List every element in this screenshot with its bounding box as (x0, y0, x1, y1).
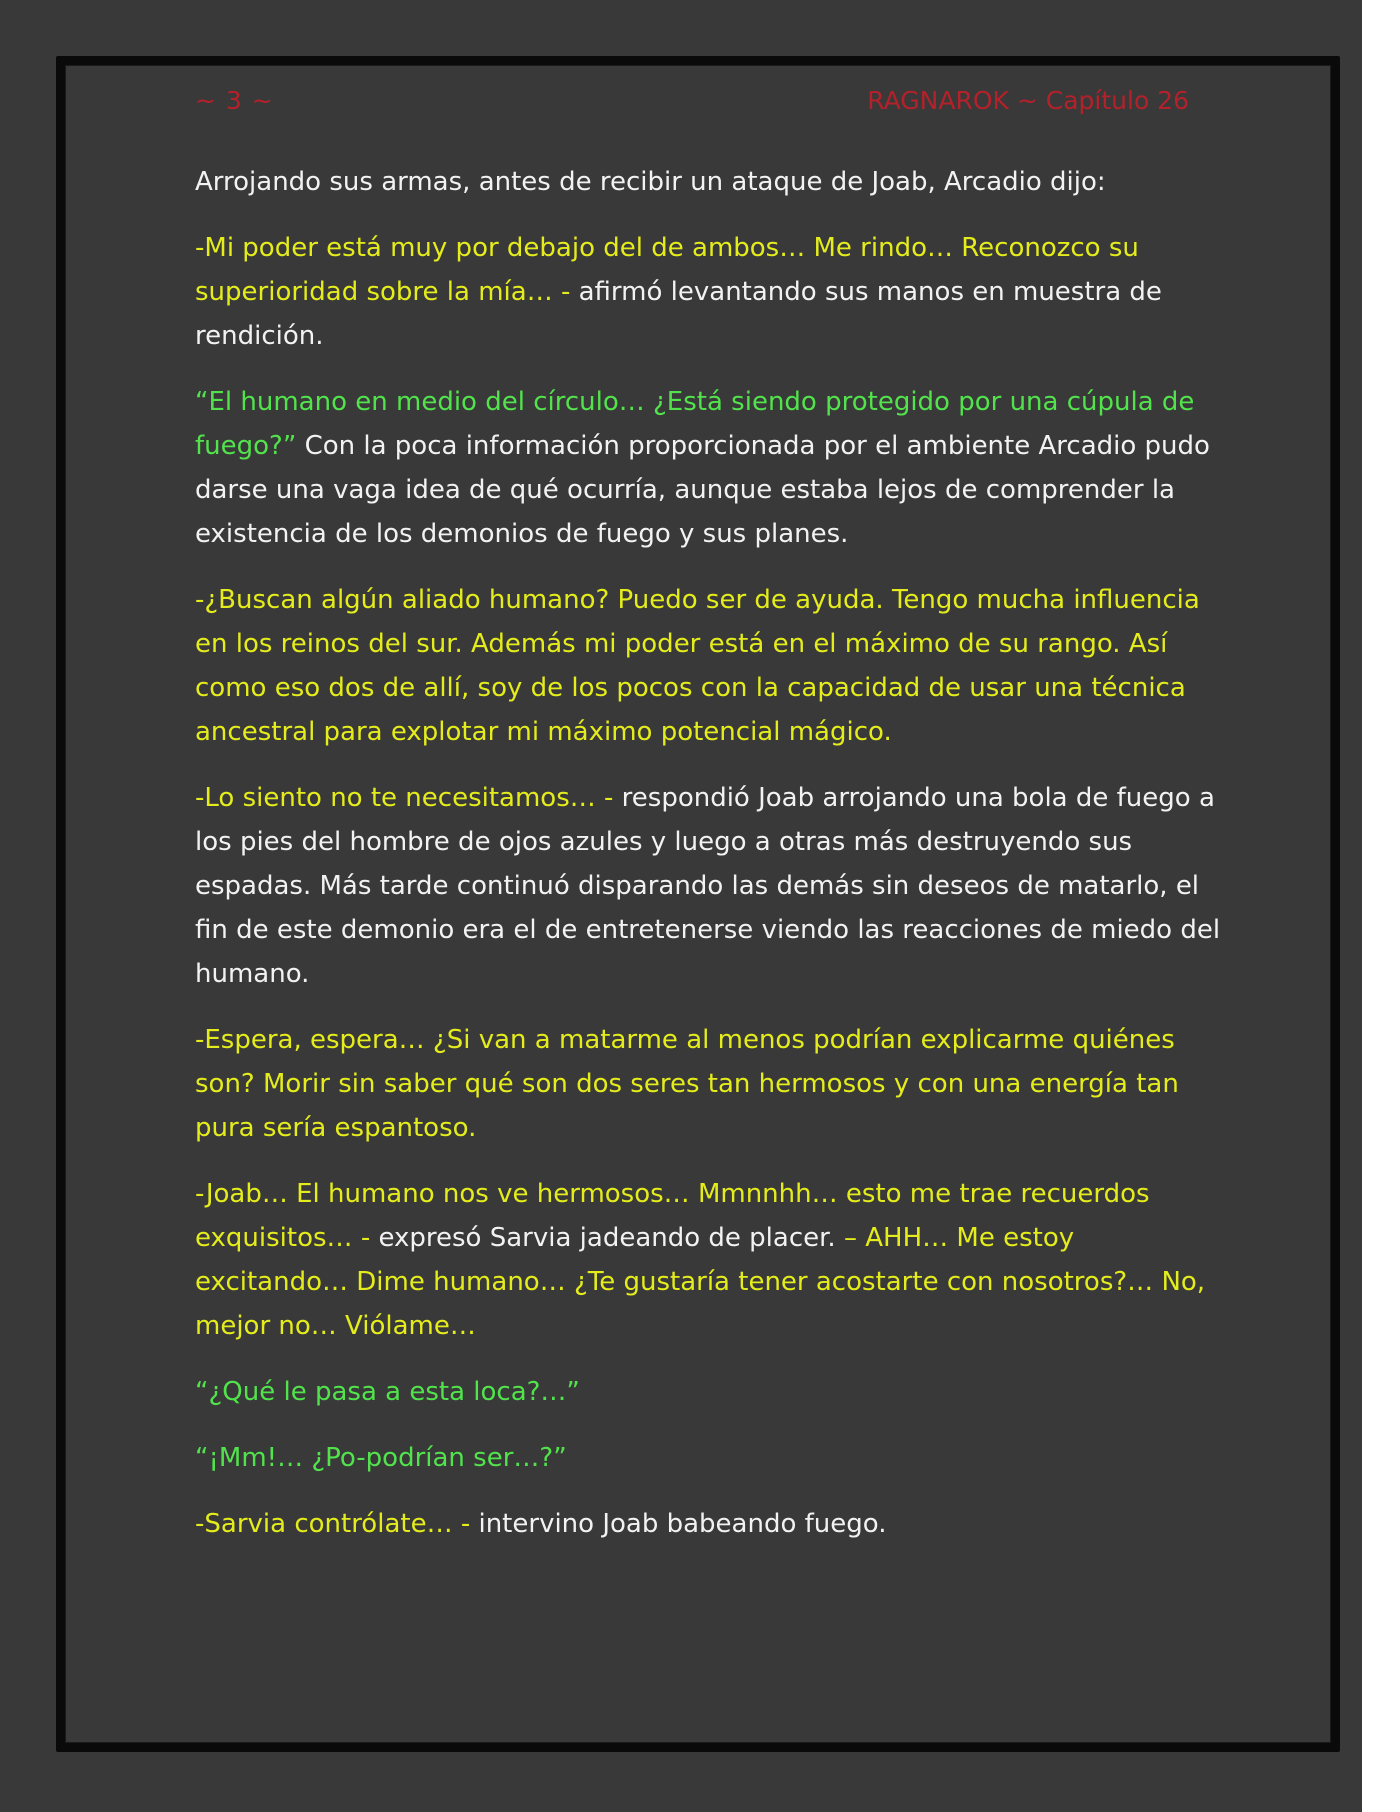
narration-text: expresó Sarvia jadeando de placer. (378, 1223, 844, 1253)
story-text (195, 160, 1225, 1568)
thought-text: “El humano en medio del círculo… ¿Está siendo protegido por una cúpula de fuego?” (195, 387, 1195, 461)
narration-text: intervino Joab babeando fuego. (478, 1509, 887, 1539)
dialogue-text: -Lo siento no te necesitamos… - (195, 783, 622, 813)
thought-text: “¿Qué le pasa a esta loca?…” (195, 1377, 580, 1407)
paragraph-6 (195, 1018, 1225, 1150)
narration-text: respondió Joab arrojando una bola de fuego a los pies del hombre de ojos azules y luego a otras más destruyendo sus espadas. Más tarde continuó disparando las demás sin deseos de matarlo, el fin de este demonio era el de entretenerse viendo las reacciones de miedo del humano. (195, 783, 1221, 989)
dialogue-text: -Sarvia contrólate… - (195, 1509, 479, 1539)
dialogue-text: – AHH… Me estoy excitando… Dime humano… ¿Te gustaría tener acostarte con nosotros?… No, mejor no… Viólame… (195, 1223, 1206, 1341)
dialogue-text: -Mi poder está muy por debajo del de ambos… Me rindo… Reconozco su superioridad sobre la mía… - (195, 233, 1139, 307)
narration-text: afirmó levantando sus manos en muestra de rendición. (195, 277, 1162, 351)
paragraph-9 (195, 1436, 1225, 1480)
paragraph-7 (195, 1172, 1225, 1348)
paragraph-2 (195, 226, 1225, 358)
paragraph-10 (195, 1502, 1225, 1546)
paragraph-1 (195, 160, 1225, 204)
paragraph-3 (195, 380, 1225, 556)
thought-text: “¡Mm!… ¿Po-podrían ser…?” (195, 1443, 567, 1473)
dialogue-text: -¿Buscan algún aliado humano? Puedo ser de ayuda. Tengo mucha influencia en los reinos del sur. Además mi poder está en el máximo de su rango. Así como eso dos de allí, soy de los pocos con la capacidad de usar una técnica ancestral para explotar mi máximo potencial mágico. (195, 585, 1200, 747)
narration-text: Con la poca información proporcionada por el ambiente Arcadio pudo darse una vaga idea de qué ocurría, aunque estaba lejos de comprender la existencia de los demonios de fuego y sus planes. (195, 431, 1210, 549)
dialogue-text: -Joab… El humano nos ve hermosos… Mmnnhh… esto me trae recuerdos exquisitos… - (195, 1179, 1150, 1253)
paragraph-8 (195, 1370, 1225, 1414)
narration-text: Arrojando sus armas, antes de recibir un ataque de Joab, Arcadio dijo: (195, 167, 1106, 197)
dialogue-text: -Espera, espera… ¿Si van a matarme al menos podrían explicarme quiénes son? Morir sin saber qué son dos seres tan hermosos y con una energía tan pura sería espantoso. (195, 1025, 1179, 1143)
running-header: RAGNAROK ~ Capítulo 26 (867, 86, 1189, 115)
paragraph-4 (195, 578, 1225, 754)
page-number: ~ 3 ~ (195, 86, 274, 115)
paragraph-5 (195, 776, 1225, 996)
page-margin-strip (1362, 0, 1400, 1812)
